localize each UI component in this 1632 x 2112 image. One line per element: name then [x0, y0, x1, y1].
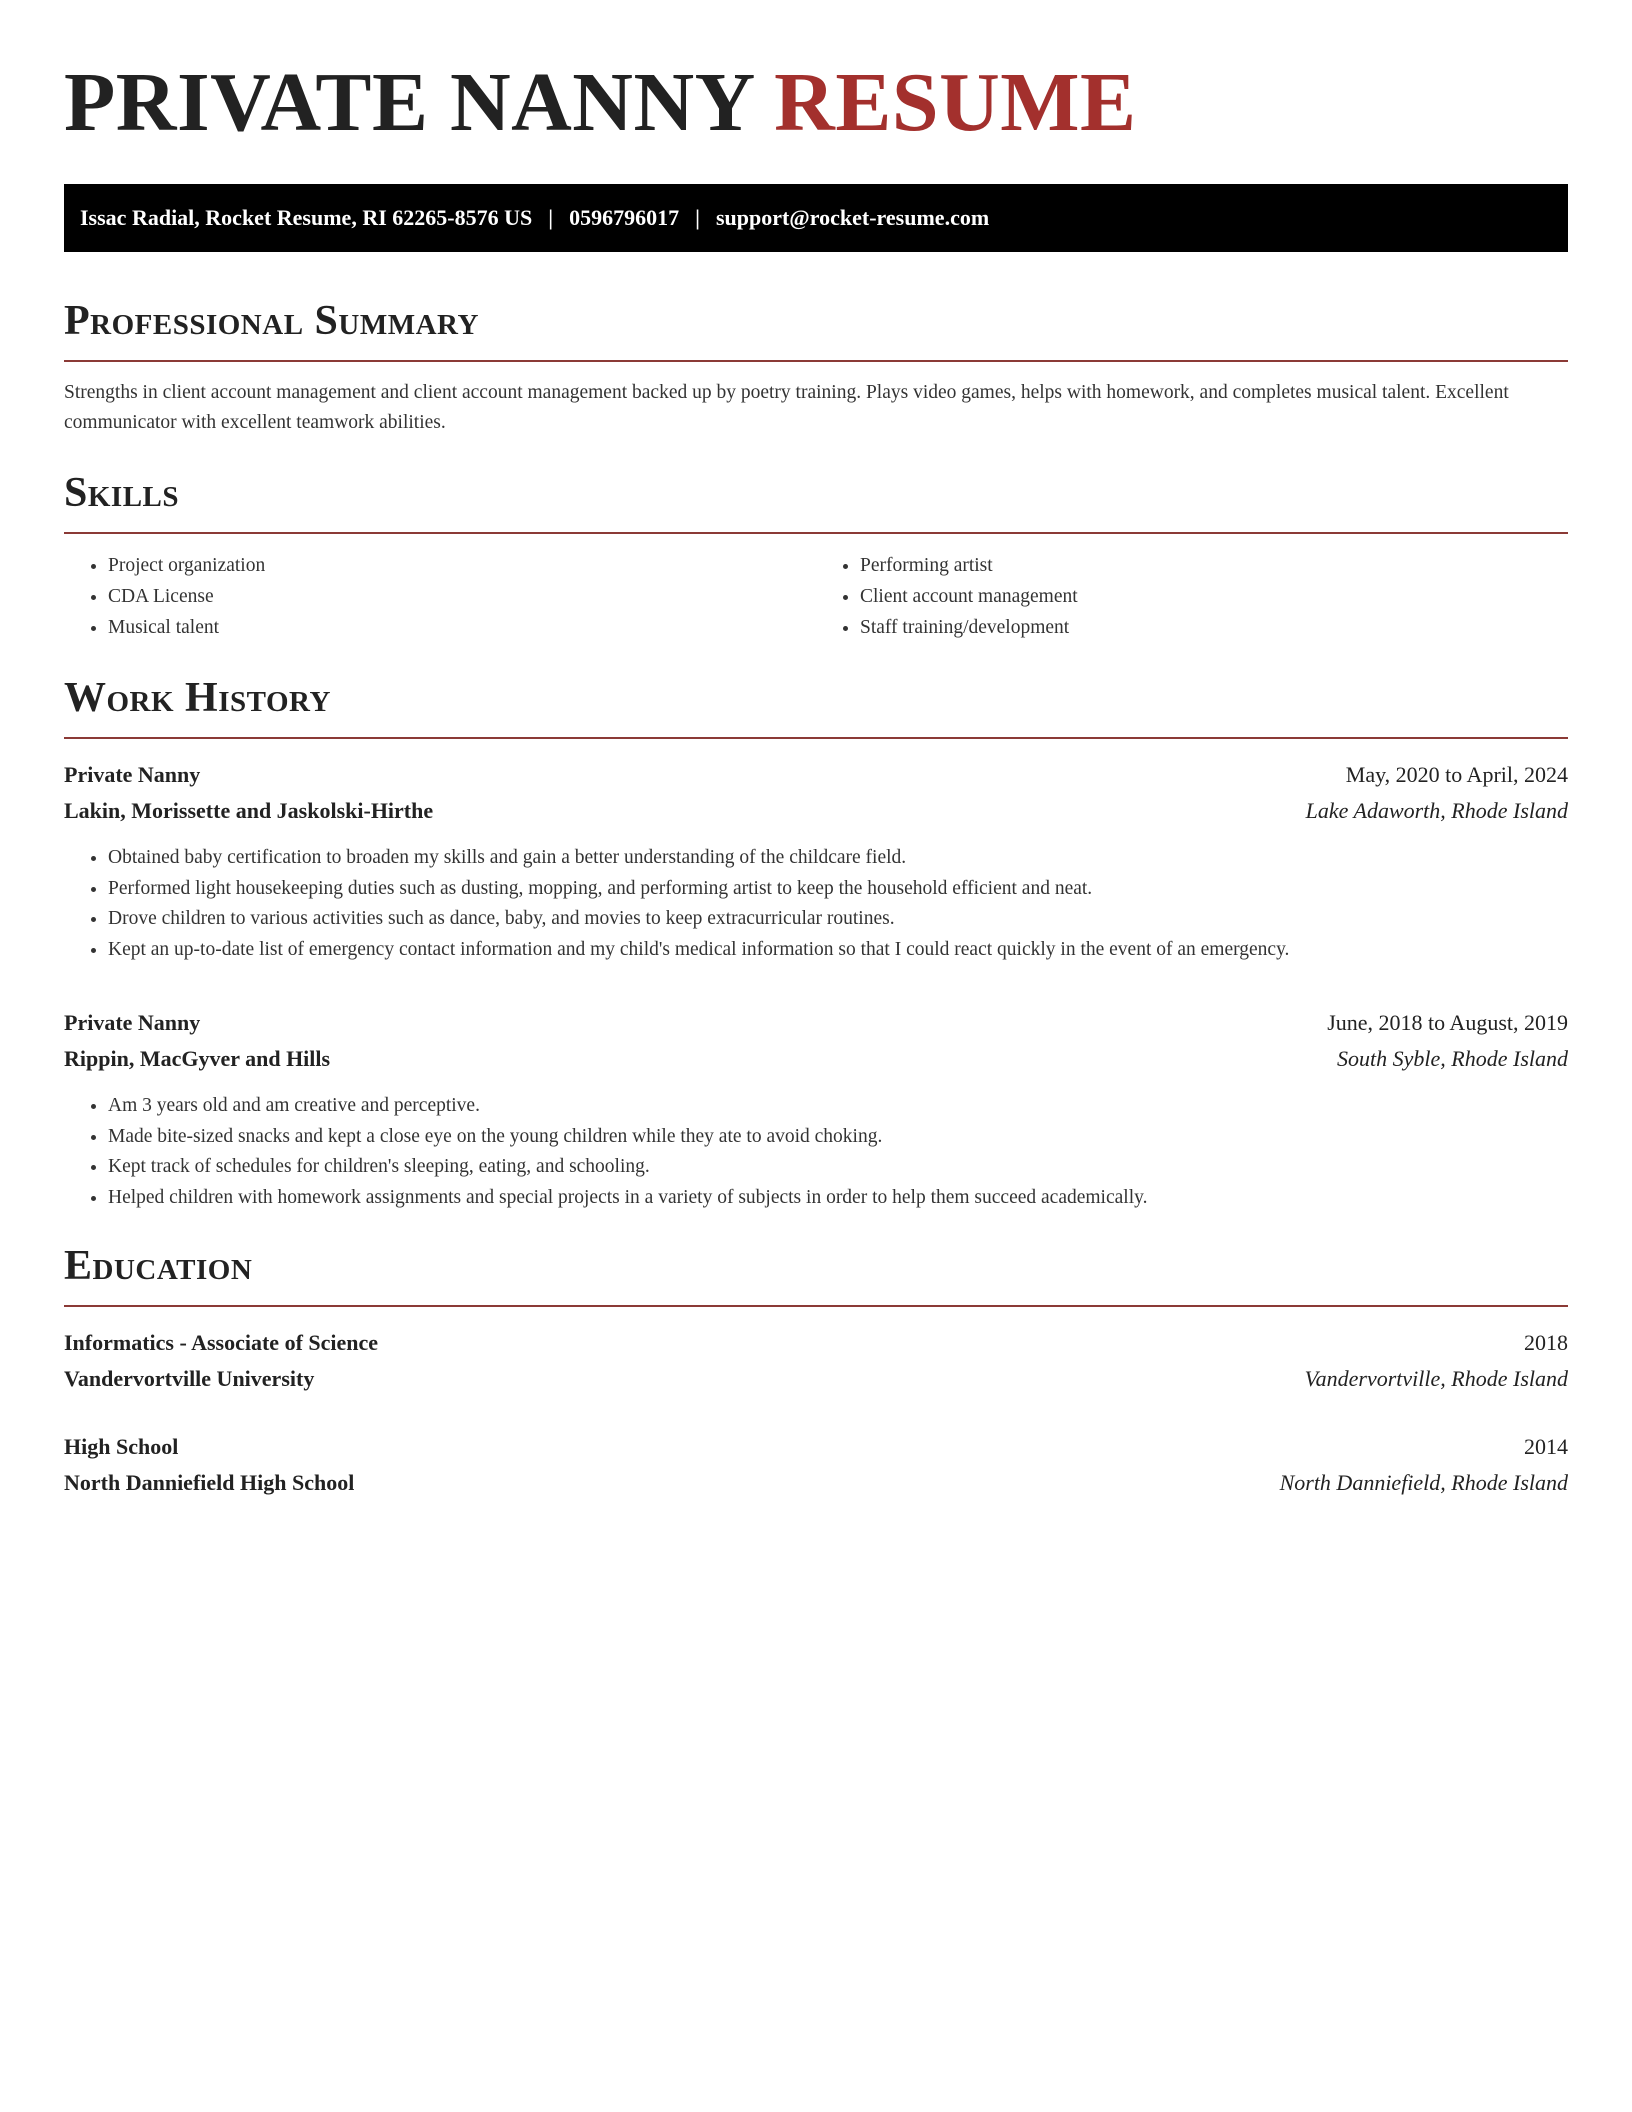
contact-separator: |: [695, 205, 700, 230]
job-company: Rippin, MacGyver and Hills: [64, 1046, 331, 1071]
section-divider: [64, 360, 1568, 362]
job-duties: [64, 1091, 1568, 1213]
job-duty: • Obtained baby certification to broaden my skills and gain a better understanding of the childcare field.: [108, 843, 1568, 874]
job-duty: • Drove children to various activities such as dance, baby, and movies to keep extracurricular routines.: [108, 904, 1568, 935]
contact-address: Issac Radial, Rocket Resume, RI 62265-8576 US: [80, 205, 533, 230]
education-school: North Danniefield High School: [64, 1470, 355, 1495]
skill-item: • Project organization: [108, 550, 816, 581]
section-divider: [64, 737, 1568, 739]
work-history-heading: Work History: [64, 675, 331, 721]
education-section: [64, 1241, 1568, 1501]
section-divider: [64, 532, 1568, 534]
job-dates: June, 2018 to August, 2019: [1327, 1010, 1568, 1035]
skill-item: • Staff training/development: [860, 612, 1568, 643]
job-duty: • Made bite-sized snacks and kept a close eye on the young children while they ate to avoid choking.: [108, 1122, 1568, 1153]
education-year: 2014: [1524, 1434, 1568, 1459]
education-school: Vandervortville University: [64, 1366, 315, 1391]
education-entry: [64, 1325, 1568, 1397]
contact-bar: [64, 184, 1568, 252]
education-degree: Informatics - Associate of Science: [64, 1330, 379, 1355]
job-duty: • Performed light housekeeping duties such as dusting, mopping, and performing artist to keep the household efficient and neat.: [108, 874, 1568, 905]
skills-list: [64, 550, 1568, 643]
job-duty: • Am 3 years old and am creative and perceptive.: [108, 1091, 1568, 1122]
contact-separator: |: [548, 205, 554, 230]
job-entry: [64, 1005, 1568, 1213]
skill-item: • Musical talent: [108, 612, 816, 643]
work-history-section: [64, 673, 1568, 1213]
education-heading: Education: [64, 1243, 253, 1289]
skills-column-right: [816, 550, 1568, 643]
education-entry: [64, 1429, 1568, 1501]
title-main: PRIVATE NANNY: [64, 56, 753, 149]
job-title: Private Nanny: [64, 1010, 201, 1035]
summary-heading: Professional Summary: [64, 298, 479, 344]
skills-column-left: [64, 550, 816, 643]
education-location: North Danniefield, Rhode Island: [1279, 1470, 1568, 1495]
contact-phone: 0596796017: [569, 205, 680, 230]
resume-title: [64, 56, 1568, 150]
job-title: Private Nanny: [64, 762, 201, 787]
skill-item: • CDA License: [108, 581, 816, 612]
skill-item: • Client account management: [860, 581, 1568, 612]
summary-text: Strengths in client account management and client account management backed up by poetry training. Plays video games, helps with homework, and completes musical talent. Excellent communicator with excellent teamwork abilities.: [64, 382, 1509, 433]
skills-section: [64, 468, 1568, 643]
job-duties: [64, 843, 1568, 965]
education-year: 2018: [1524, 1330, 1568, 1355]
section-divider: [64, 1305, 1568, 1307]
job-entry: [64, 757, 1568, 965]
summary-section: [64, 296, 1568, 438]
job-duty: • Kept track of schedules for children's sleeping, eating, and schooling.: [108, 1152, 1568, 1183]
title-accent: RESUME: [774, 56, 1137, 149]
contact-email: support@rocket-resume.com: [715, 205, 990, 230]
education-degree: High School: [64, 1434, 179, 1459]
job-duty: • Kept an up-to-date list of emergency contact information and my child's medical information so that I could react quickly in the event of an emergency.: [108, 935, 1568, 966]
skill-item: • Performing artist: [860, 550, 1568, 581]
job-duty: • Helped children with homework assignments and special projects in a variety of subjects in order to help them succeed academically.: [108, 1183, 1568, 1214]
job-dates: May, 2020 to April, 2024: [1345, 762, 1568, 787]
job-company: Lakin, Morissette and Jaskolski-Hirthe: [64, 798, 434, 823]
job-location: Lake Adaworth, Rhode Island: [1305, 798, 1568, 823]
job-location: South Syble, Rhode Island: [1337, 1046, 1568, 1071]
skills-heading: Skills: [64, 470, 180, 516]
education-location: Vandervortville, Rhode Island: [1304, 1366, 1568, 1391]
